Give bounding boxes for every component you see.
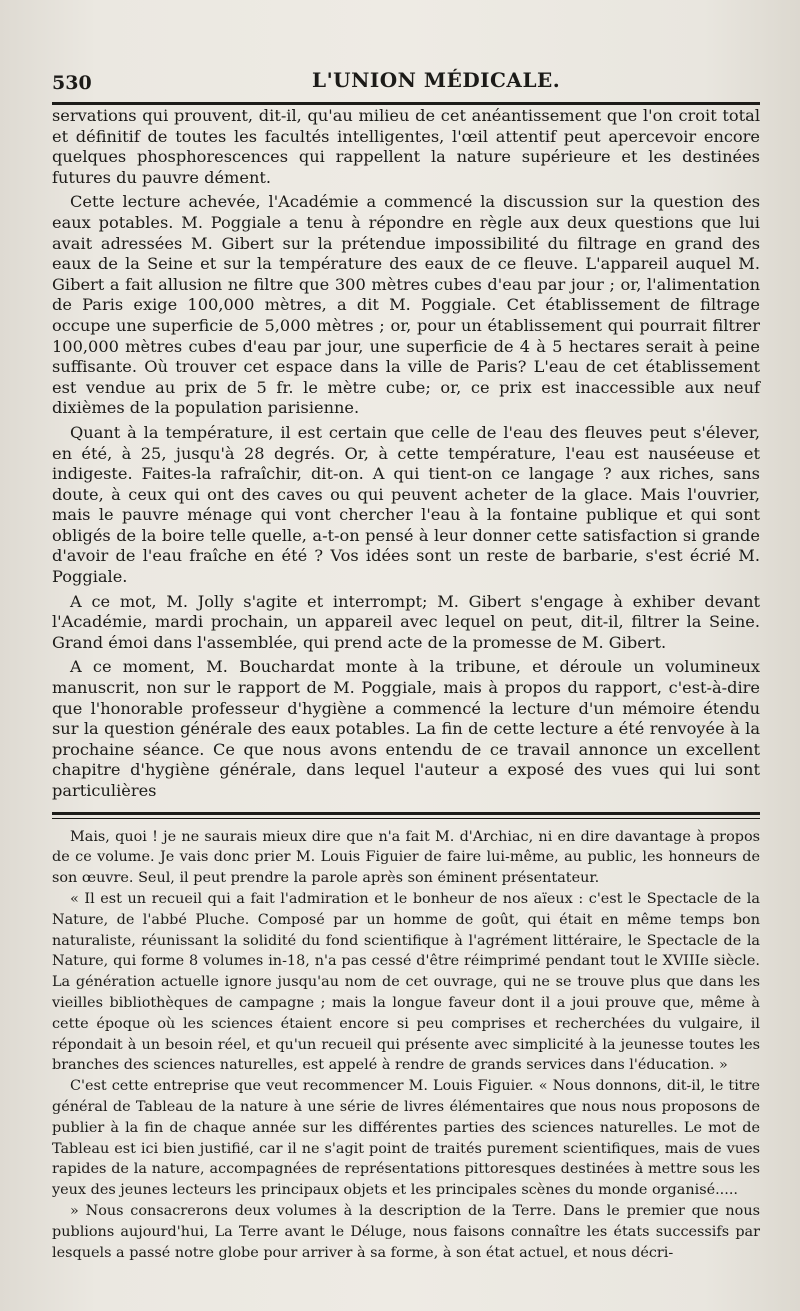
body-paragraph: A ce mot, M. Jolly s'agite et interrompt; M. Gibert s'engage à exhiber devant l'Académie, mardi prochain, un appareil avec lequel on peut, dit-il, filtrer la Seine. Grand émoi dans l'assemblée, qui prend acte de la promesse de M. Gibert. <box>52 591 760 652</box>
body-paragraph: Quant à la température, il est certain que celle de l'eau des fleuves peut s'élever, en été, à 25, jusqu'à 28 degrés. Or, à cette température, l'eau est nauséeuse et indigeste. Faites-la rafraîchir, dit-on. A qui tient-on ce langage ? aux riches, sans doute, à ceux qui ont des caves ou qui peuvent acheter de la glace. Mais l'ouvrier, mais le pauvre ménage qui vont chercher l'eau à la fontaine publique et qui sont obligés de la boire telle quelle, a-t-on pensé à leur donner cette satisfaction si grande d'avoir de l'eau fraîche en été ? Vos idées sont un reste de barbarie, s'est écrié M. Poggiale. <box>52 422 760 587</box>
body-paragraph: A ce moment, M. Bouchardat monte à la tribune, et déroule un volumineux manuscrit, non sur le rapport de M. Poggiale, mais à propos du rapport, c'est-à-dire que l'honorable professeur d'hygiène a commencé la lecture d'un mémoire étendu sur la question générale des eaux potables. La fin de cette lecture a été renvoyée à la prochaine séance. Ce que nous avons entendu de ce travail annonce un excellent chapitre d'hygiène générale, dans lequel l'auteur a exposé des vues qui lui sont particulières <box>52 657 760 800</box>
running-title: L'UNION MÉDICALE. <box>312 68 561 92</box>
footnote-paragraph: C'est cette entreprise que veut recommencer M. Louis Figuier. « Nous donnons, dit-il, le titre général de Tableau de la nature à une série de livres élémentaires que nous nous proposons de publier à la fin de chaque année sur les différentes parties des sciences naturelles. Le mot de Tableau est ici bien justifié, car il ne s'agit point de traités purement scientifiques, mais de vues rapides de la nature, accompagnées de représentations pittoresques destinées à mettre sous les yeux des jeunes lecteurs les principaux objets et les principales scènes du monde organisé..... <box>52 1078 760 1199</box>
page-header <box>52 60 760 94</box>
footnote-rule <box>52 812 760 819</box>
footnote-paragraph: Mais, quoi ! je ne saurais mieux dire que n'a fait M. d'Archiac, ni en dire davantage à propos de ce volume. Je vais donc prier M. Louis Figuier de faire lui-même, au public, les honneurs de son œuvre. Seul, il peut prendre la parole après son éminent présentateur. <box>52 828 760 887</box>
header-rule <box>52 102 760 105</box>
page-number: 530 <box>52 72 92 94</box>
footnote-paragraph: « Il est un recueil qui a fait l'admiration et le bonheur de nos aïeux : c'est le Spectacle de la Nature, de l'abbé Pluche. Composé par un homme de goût, qui était en même temps bon naturaliste, réunissant la solidité du fond scientifique à l'agrément littéraire, le Spectacle de la Nature, qui forme 8 volumes in-18, n'a pas cessé d'être réimprimé pendant tout le XVIIIe siècle. La génération actuelle ignore jusqu'au nom de cet ouvrage, qui ne se trouve plus que dans les vieilles bibliothèques de campagne ; mais la longue faveur dont il a joui prouve que, même à cette époque où les sciences étaient encore si peu comprises et recherchées du vulgaire, il répondait à un besoin réel, et qu'un recueil qui présente avec simplicité à la jeunesse toutes les branches des sciences naturelles, est appelé à rendre de grands services dans l'éducation. » <box>52 890 760 1074</box>
main-body <box>52 106 760 802</box>
feuilleton-footnote <box>52 827 760 1264</box>
body-paragraph: servations qui prouvent, dit-il, qu'au milieu de cet anéantissement que l'on croit total et définitif de toutes les facultés intelligentes, l'œil attentif peut apercevoir encore quelques phosphorescences qui rappellent la nature supérieure et les destinées futures du pauvre dément. <box>52 106 760 187</box>
footnote-paragraph: » Nous consacrerons deux volumes à la description de la Terre. Dans le premier que nous publions aujourd'hui, La Terre avant le Déluge, nous faisons connaître les états successifs par lesquels a passé notre globe pour arriver à sa forme, à son état actuel, et nous décri- <box>52 1202 760 1261</box>
body-paragraph: Cette lecture achevée, l'Académie a commencé la discussion sur la question des eaux potables. M. Poggiale a tenu à répondre en règle aux deux questions que lui avait adressées M. Gibert sur la prétendue impossibilité du filtrage en grand des eaux de la Seine et sur la température des eaux de ce fleuve. L'appareil auquel M. Gibert a fait allusion ne filtre que 300 mètres cubes d'eau par jour ; or, l'alimentation de Paris exige 100,000 mètres, a dit M. Poggiale. Cet établissement de filtrage occupe une superficie de 5,000 mètres ; or, pour un établissement qui pourrait filtrer 100,000 mètres cubes d'eau par jour, une superficie de 4 à 5 hectares serait à peine suffisante. Où trouver cet espace dans la ville de Paris? L'eau de cet établissement est vendue au prix de 5 fr. le mètre cube; or, ce prix est inaccessible aux neuf dixièmes de la population parisienne. <box>52 192 760 418</box>
